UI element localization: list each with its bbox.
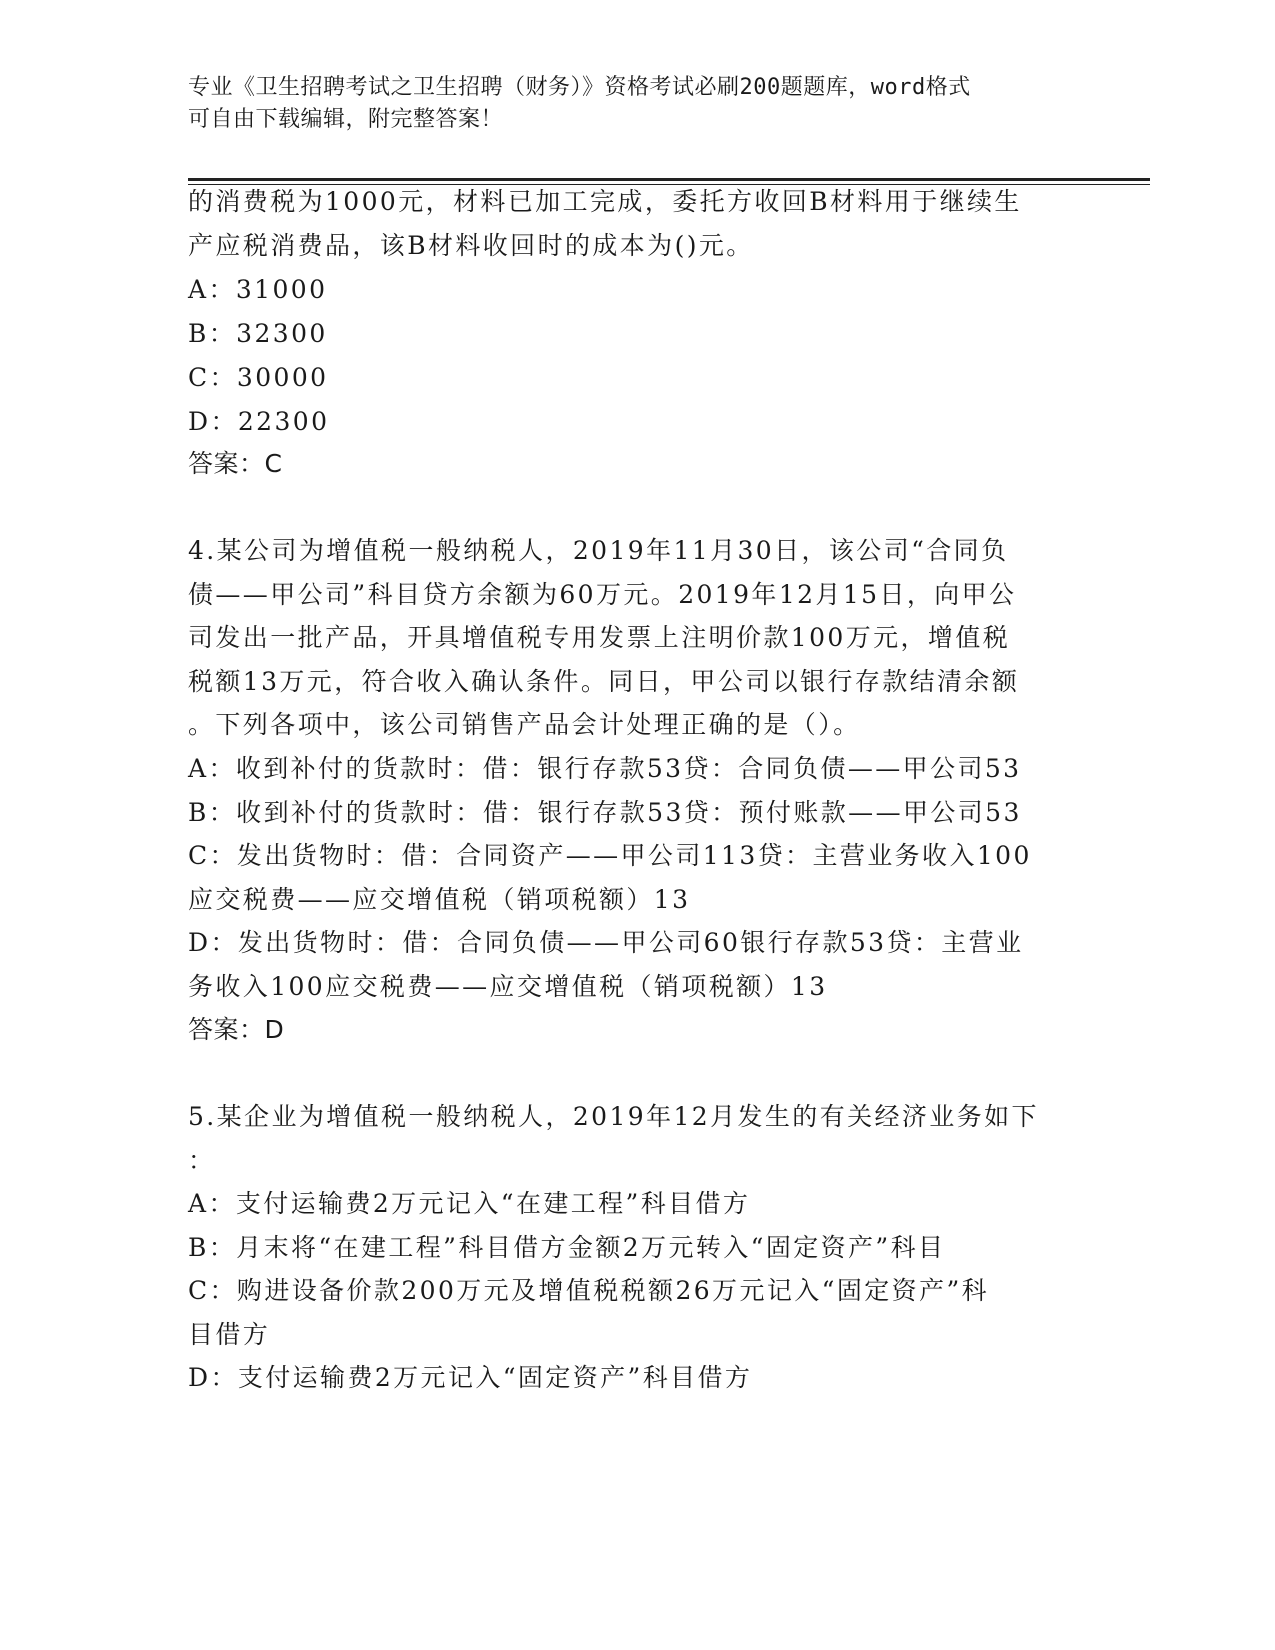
document-header xyxy=(188,72,1068,136)
q5-option-b: B：月末将“在建工程”科目借方金额2万元转入“固定资产”科目 xyxy=(188,1233,946,1262)
q3-option-a: A：31000 xyxy=(188,275,328,304)
q4-option-c: C：发出货物时：借：合同资产——甲公司113贷：主营业务收入100 xyxy=(188,841,1032,870)
header-divider-thick xyxy=(188,178,1150,181)
q3-option-c: C：30000 xyxy=(188,363,329,392)
q4-option-b: B：收到补付的货款时：借：银行存款53贷：预付账款——甲公司53 xyxy=(188,798,1022,827)
header-line-2: 可自由下载编辑，附完整答案！ xyxy=(188,107,504,132)
q4-option-d-continued: 务收入100应交税费——应交增值税（销项税额）13 xyxy=(188,972,828,1001)
header-line-1: 专业《卫生招聘考试之卫生招聘（财务）》资格考试必刷200题题库，word格式 xyxy=(188,75,971,100)
q3-stem-line-1: 的消费税为1000元，材料已加工完成，委托方收回B材料用于继续生 xyxy=(188,187,1022,216)
q4-stem-line-1: 4.某公司为增值税一般纳税人，2019年11月30日，该公司“合同负 xyxy=(188,536,1009,565)
q5-option-c-continued: 目借方 xyxy=(188,1320,271,1349)
q3-answer: 答案：C xyxy=(188,449,283,478)
q5-stem-line-1: 5.某企业为增值税一般纳税人，2019年12月发生的有关经济业务如下 xyxy=(188,1102,1039,1131)
q4-option-a: A：收到补付的货款时：借：银行存款53贷：合同负债——甲公司53 xyxy=(188,754,1022,783)
q4-stem-line-4: 税额13万元，符合收入确认条件。同日，甲公司以银行存款结清余额 xyxy=(188,667,1020,696)
q5-option-d: D：支付运输费2万元记入“固定资产”科目借方 xyxy=(188,1363,753,1392)
q4-stem-line-5: 。下列各项中，该公司销售产品会计处理正确的是（）。 xyxy=(188,710,861,739)
q3-option-b: B：32300 xyxy=(188,319,328,348)
q5-option-c: C：购进设备价款200万元及增值税税额26万元记入“固定资产”科 xyxy=(188,1276,990,1305)
q4-option-d: D：发出货物时：借：合同负债——甲公司60银行存款53贷：主营业 xyxy=(188,928,1024,957)
q4-stem-line-2: 债——甲公司”科目贷方余额为60万元。2019年12月15日，向甲公 xyxy=(188,580,1017,609)
header-divider-thin xyxy=(188,184,1150,185)
q5-stem-line-2: ： xyxy=(188,1146,216,1175)
q3-stem-line-2: 产应税消费品，该B材料收回时的成本为()元。 xyxy=(188,231,754,260)
q4-answer: 答案：D xyxy=(188,1015,285,1044)
q4-stem-line-3: 司发出一批产品，开具增值税专用发票上注明价款100万元，增值税 xyxy=(188,623,1011,652)
q4-option-c-continued: 应交税费——应交增值税（销项税额）13 xyxy=(188,885,691,914)
q3-option-d: D：22300 xyxy=(188,407,330,436)
q5-option-a: A：支付运输费2万元记入“在建工程”科目借方 xyxy=(188,1189,751,1218)
